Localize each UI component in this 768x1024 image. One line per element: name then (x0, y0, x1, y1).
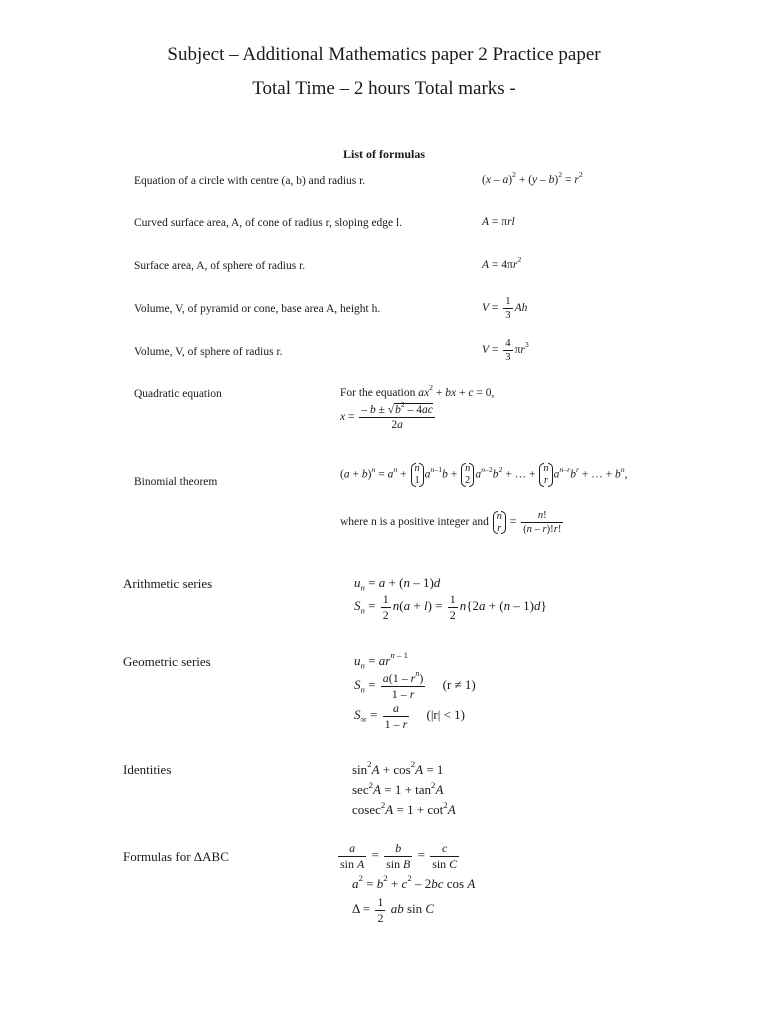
binomial-formula: $(a + b)^n = a^n$ + n 1 $a^{n-1}b$ + n 2 $a^{n-2}b^2$ + … + n r $a^{n-r}b^r$ + … + $b^n$, (340, 463, 628, 486)
quadratic-label: Quadratic equation (134, 388, 222, 400)
area-formula: Δ = $\frac{1}{2}$ ab sin C (352, 895, 435, 925)
cosine-rule-formula: $a^2 = b^2 + c^2 - 2bc$ cos A (352, 873, 476, 891)
identities-label: Identities (123, 762, 172, 777)
geometric-sn-condition: (r ≠ 1) (442, 677, 476, 693)
identity-sec-tan: $\sec^2A = 1 + \tan^2A$ (352, 779, 444, 798)
identity-cosec-cot: $cosec^2A = 1 + \cot^2A$ (352, 799, 456, 818)
sphere-volume-formula: V = $\frac{4}{3}$ $\pi r^3$ (482, 338, 529, 364)
geometric-sinf-condition: (|r| < 1) (426, 707, 466, 723)
paper-title: Subject – Additional Mathematics paper 2 Practice paper (167, 44, 601, 65)
geometric-sn-formula: $S_n$ = $\frac{a(1 - r^n)}{1 - r}$ (r ≠ 1) (354, 668, 476, 701)
binomial-coefficient: where n is a positive integer and n r = $\frac{n!}{(n - r)!r!}$ (340, 510, 562, 536)
binomial-label: Binomial theorem (134, 476, 218, 488)
triangle-label: Formulas for ΔABC (123, 849, 229, 864)
sphere-area-formula: $A = 4\pi r^2$ (482, 255, 522, 271)
geometric-label: Geometric series (123, 654, 211, 669)
sine-rule-formula: $\frac{a}{\text{sin A}}$ = $\frac{b}{\text{sin B}}$ = $\frac{c}{\text{sin C}}$ (340, 841, 458, 871)
arithmetic-un-formula: $u_n = a + (n - 1)d$ (354, 575, 441, 593)
geometric-un-formula: $u_n = ar^{n - 1}$ (354, 650, 408, 671)
paper-subtitle: Total Time – 2 hours Total marks - (252, 78, 516, 99)
circle-formula: $(x - a)^2 + (y - b)^2 = r^2$ (482, 170, 583, 186)
binomial-where-text: where n is a positive integer and (340, 516, 489, 529)
pyramid-volume-description: Volume, V, of pyramid or cone, base area A, height h. (134, 303, 381, 315)
formula-list-title: List of formulas (343, 147, 425, 161)
identity-sin-cos: $\sin^2A + \cos^2A = 1$ (352, 759, 444, 777)
circle-description: Equation of a circle with centre (a, b) and radius r. (134, 175, 366, 187)
geometric-sinf-formula: $S_\infty$ = $\frac{a}{1 - r}$ (|r| < 1) (354, 701, 466, 731)
cone-area-formula: A = πrl (482, 216, 515, 228)
sphere-volume-description: Volume, V, of sphere of radius r. (134, 346, 283, 358)
cone-area-description: Curved surface area, A, of cone of radius r, sloping edge l. (134, 217, 403, 229)
pyramid-volume-formula: V = $\frac{1}{3}$ Ah (482, 296, 528, 322)
sphere-area-description: Surface area, A, of sphere of radius r. (134, 260, 306, 272)
arithmetic-sn-formula: $S_n$ = $\frac{1}{2}$ n(a + l) = $\frac{1}{2}$ n{2a + (n – 1)d} (354, 592, 547, 622)
quadratic-intro-text: For the equation (340, 387, 416, 399)
identities-formulas (352, 760, 456, 820)
quadratic-intro: For the equation $ax^2$ + bx + c = 0, (340, 383, 495, 399)
quadratic-formula: x = $\frac{- b \pm √b^2 - 4ac}{2a}$ (340, 400, 433, 432)
arithmetic-label: Arithmetic series (123, 576, 213, 591)
